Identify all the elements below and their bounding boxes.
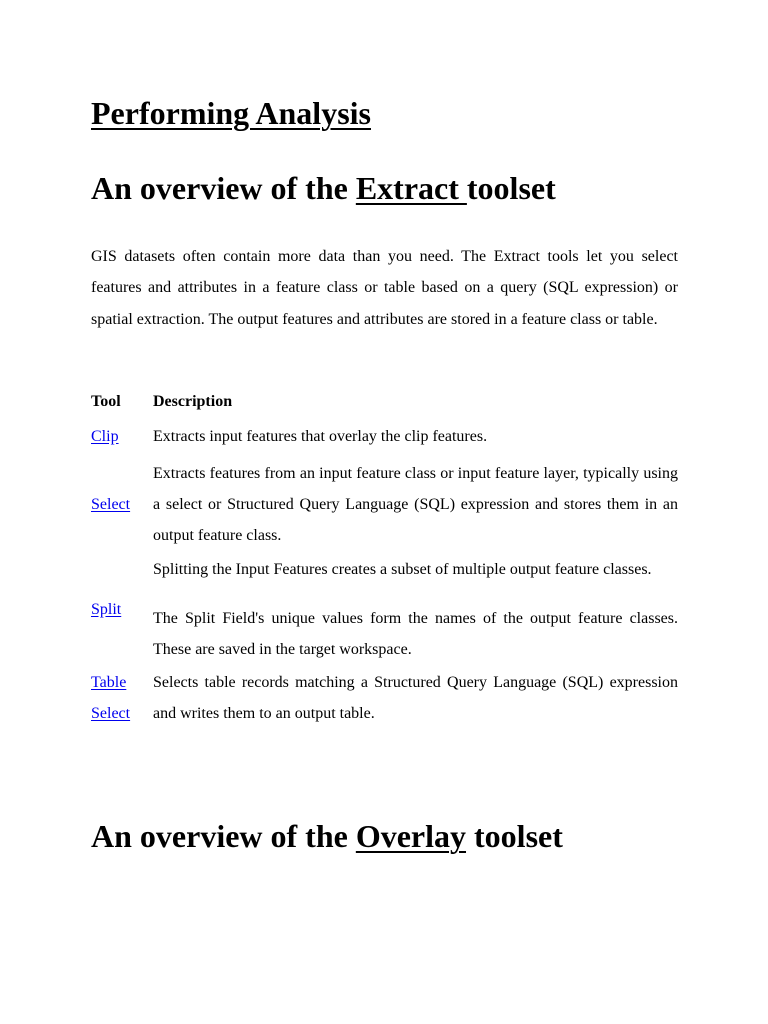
tool-link-table-select[interactable]: Table Select <box>91 674 131 722</box>
tool-column-header: Tool <box>91 393 121 410</box>
tool-cell <box>91 418 153 455</box>
extract-heading-suffix: toolset <box>466 170 556 206</box>
tool-link-clip[interactable]: Clip <box>91 428 119 445</box>
description-column-header: Description <box>153 393 233 410</box>
overlay-heading-suffix: toolset <box>466 818 563 854</box>
description-cell <box>153 665 678 729</box>
table-header-row <box>91 386 678 418</box>
tool-link-split[interactable]: Split <box>91 601 122 618</box>
extract-heading-link[interactable]: Extract <box>355 170 467 206</box>
intro-paragraph: GIS datasets often contain more data than you need. The Extract tools let you select features and attributes in a feature class or table based on a query (SQL expression) or spatial extraction. The output features and attributes are stored in a feature class or table. <box>91 248 678 328</box>
description-cell <box>153 455 678 551</box>
description-cell <box>153 418 678 455</box>
description-text: Splitting the Input Features creates a subset of multiple output feature classes. <box>153 561 652 578</box>
tool-link-select[interactable]: Select <box>91 496 131 513</box>
extract-heading-prefix: An overview of the <box>91 170 356 206</box>
extract-section-heading <box>91 170 556 207</box>
table-row <box>91 665 678 729</box>
description-text: Selects table records matching a Structured Query Language (SQL) expression and writes them to an output table. <box>153 674 678 722</box>
overlay-heading-link[interactable]: Overlay <box>355 818 467 854</box>
table-row <box>91 551 678 665</box>
description-cell <box>153 551 678 665</box>
extract-tools-table <box>91 386 678 729</box>
table-row <box>91 455 678 551</box>
table-row <box>91 418 678 455</box>
description-text: Extracts features from an input feature class or input feature layer, typically using a select or Structured Query Language (SQL) expression and stores them in an output feature class. <box>153 465 678 544</box>
tool-cell <box>91 455 153 551</box>
page-title: Performing Analysis <box>91 95 371 131</box>
tool-cell <box>91 551 153 665</box>
description-text: Extracts input features that overlay the clip features. <box>153 428 488 445</box>
description-text: The Split Field's unique values form the names of the output feature classes. These are saved in the target workspace. <box>153 610 678 658</box>
overlay-section-heading <box>91 818 563 855</box>
overlay-heading-prefix: An overview of the <box>91 818 356 854</box>
tool-cell <box>91 665 153 729</box>
